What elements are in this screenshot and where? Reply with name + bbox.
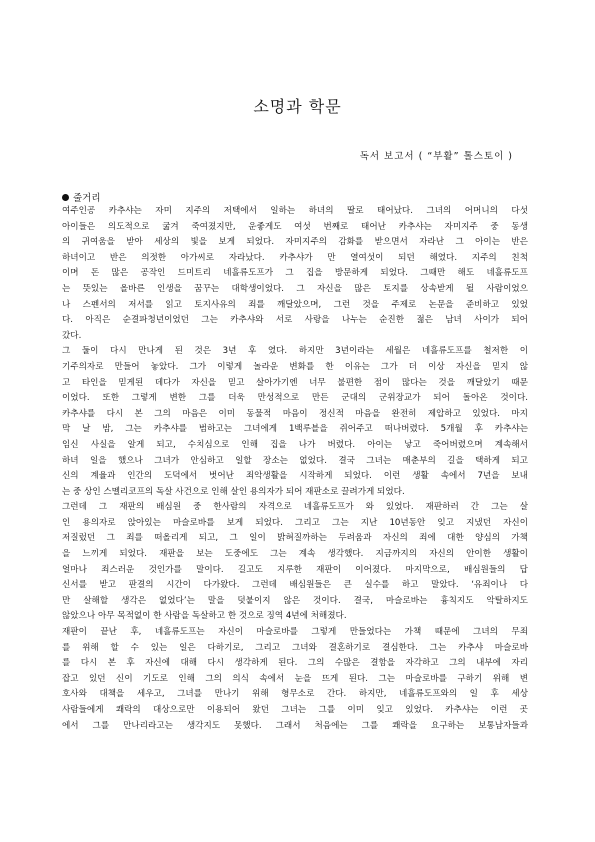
body-line: 얼마나 죄스러운 것인가를 말이다. 길고도 지루한 재판이 이어졌다. 마지막으로, 배심원들의 답 bbox=[62, 564, 528, 575]
body-line: 을 느끼게 되었다. 재판을 보는 도중에도 그는 계속 생각했다. 지금까지의 자신의 안이한 생활이 bbox=[62, 549, 528, 560]
bullet-icon bbox=[62, 194, 69, 201]
body-line: 여주인공 카추샤는 자미 지주의 저택에서 일하는 하녀의 딸로 태어났다. 그녀의 어머니의 다섯 bbox=[62, 206, 528, 216]
body-line: 임신 사실을 알게 되고, 수치심으로 인해 집을 나가 버렸다. 아이는 낳고 죽어버렸으며 계속해서 bbox=[62, 439, 528, 450]
body-line: 그 둘이 다시 만나게 된 것은 3년 후 였다. 하지만 3년이라는 세월은 네흘류도프를 철저한 이 bbox=[62, 346, 528, 357]
section-heading-text: 줄거리 bbox=[73, 193, 101, 204]
body-line: 다. 아직은 순결파청년이었던 그는 카추샤와 서로 사랑을 나누는 순진한 젊은 남녀 사이가 되어 bbox=[62, 315, 528, 326]
body-line: 호사와 대책을 세우고, 그녀를 만나기 위해 형무소로 간다. 하지만, 네흘류도프와의 일 후 세상 bbox=[62, 689, 528, 700]
body-line: 고 타인을 믿게된 데다가 자신을 믿고 살아가기엔 너무 불편한 점이 많다는 것을 깨달았기 때문 bbox=[62, 377, 528, 388]
document-subtitle: 독서 보고서 ( “부활” 톨스토이 ) bbox=[359, 151, 513, 162]
body-line: 신서를 받고 판결의 시간이 다가왔다. 그런데 배심원들은 큰 실수를 하고 말았다. ‘유죄이나 다 bbox=[62, 580, 528, 591]
section-heading bbox=[62, 190, 101, 204]
body-line: 저질렀던 그 죄를 떠올리게 되고, 그 일이 밝혀질까하는 두려움과 자신의 죄에 대한 양심의 가책 bbox=[62, 533, 528, 544]
body-line: 그런데 그 재판의 배심원 중 한사람의 자격으로 네흘류도프가 와 있었다. 재판하러 간 그는 살 bbox=[62, 502, 528, 513]
body-line: 기주의자로 만들어 놓았다. 그가 이렇게 놀라운 변화를 한 이유는 그가 더 이상 자신을 믿지 않 bbox=[62, 361, 528, 372]
body-line: 를 다시 본 후 자신에 대해 다시 생각하게 된다. 그의 수많은 결함을 자각하고 그의 내부에 자리 bbox=[62, 658, 528, 669]
document-title: 소명과 학문 bbox=[253, 97, 342, 116]
body-line: 나 스펜서의 저서를 읽고 토지사유의 죄를 깨달았으며, 그런 것을 주제로 논문을 준비하고 있었 bbox=[62, 299, 528, 310]
body-line: 이었다. 또한 그렇게 변한 그를 더욱 만성적으로 만든 군대의 군위장교가 되어 돌아온 것이다. bbox=[62, 393, 528, 404]
body-line: 를 위해 할 수 있는 일은 다하기로, 그리고 그녀와 결혼하기로 결심한다. 그는 카추샤 마슬로바 bbox=[62, 642, 528, 653]
body-line: 아이들은 의도적으로 굶겨 죽여졌지만, 운좋게도 여섯 번째로 태어난 카추샤는 자미지주 중 동생 bbox=[62, 221, 528, 232]
body-line: 신의 계율과 인간의 도덕에서 벗어난 죄악생활을 시작하게 되었다. 이런 생활 속에서 7년을 보내 bbox=[62, 471, 528, 482]
body-line: 하녀 일을 했으나 그녀가 안심하고 일할 장소는 없었다. 결국 그녀는 매춘부의 길을 택하게 되고 bbox=[62, 455, 528, 466]
body-line: 는 중 상인 스멜리코프의 독살 사건으로 인해 살인 용의자가 되어 재판소로 끌려가게 되었다. bbox=[62, 486, 405, 497]
body-line: 막 날 밤, 그는 카추샤를 범하고는 그녀에게 1백루블을 쥐어주고 떠나버렸다. 5개월 후 카추샤는 bbox=[62, 424, 528, 435]
body-line: 에서 그를 만나리라고는 생각지도 못했다. 그래서 처음에는 그를 쾌락을 요구하는 보통남자들과 bbox=[62, 720, 528, 731]
body-line: 갔다. bbox=[62, 330, 82, 341]
body-text bbox=[62, 204, 528, 734]
body-line: 인 용의자로 앉아있는 마슬로바를 보게 되었다. 그리고 그는 지난 10년동안 잊고 지냈던 자신이 bbox=[62, 517, 528, 528]
body-line: 이며 돈 많은 공작인 드미트리 네흘류도프가 그 집을 방문하게 되었다. 그때만 해도 네흘류도프 bbox=[62, 268, 528, 279]
body-line: 않았으나 아무 목적없이 한 사람을 독살하고 한 것으로 징역 4년에 처해졌다. bbox=[62, 611, 347, 622]
body-line: 하녀이고 반은 의젓한 아가씨로 자라났다. 카추샤가 만 열여섯이 되던 해였다. 지주의 친척 bbox=[62, 252, 528, 263]
body-line: 의 귀여움을 받아 세상의 빛을 보게 되었다. 자미지주의 감화를 받으면서 자라난 그 아이는 반은 bbox=[62, 237, 528, 248]
body-line: 사람들에게 쾌락의 대상으로만 이용되어 왔던 그녀는 그를 이미 잊고 있었다. 카추샤는 이런 곳 bbox=[62, 705, 528, 715]
body-line: 잡고 있던 신이 기도로 인해 그의 의식 속에서 눈을 뜨게 된다. 그는 마슬로바를 구하기 위해 변 bbox=[62, 673, 528, 684]
body-line: 는 뜻있는 올바른 인생을 꿈꾸는 대학생이었다. 그 자신을 많은 토지를 상속받게 될 사람이었으 bbox=[62, 283, 528, 294]
body-line: 카추샤를 다시 본 그의 마음은 이미 동물적 마음이 정신적 마음을 완전히 제압하고 있었다. 마지 bbox=[62, 408, 528, 419]
body-line: 만 살해할 생각은 없었다’는 말을 덧붙이지 않은 것이다. 결국, 마슬로바는 흉칙지도 악탈하지도 bbox=[62, 595, 528, 606]
body-line: 재판이 끝난 후, 네흘류도프는 자신이 마슬로바를 그렇게 만들었다는 가책 때문에 그녀의 무죄 bbox=[62, 627, 528, 638]
